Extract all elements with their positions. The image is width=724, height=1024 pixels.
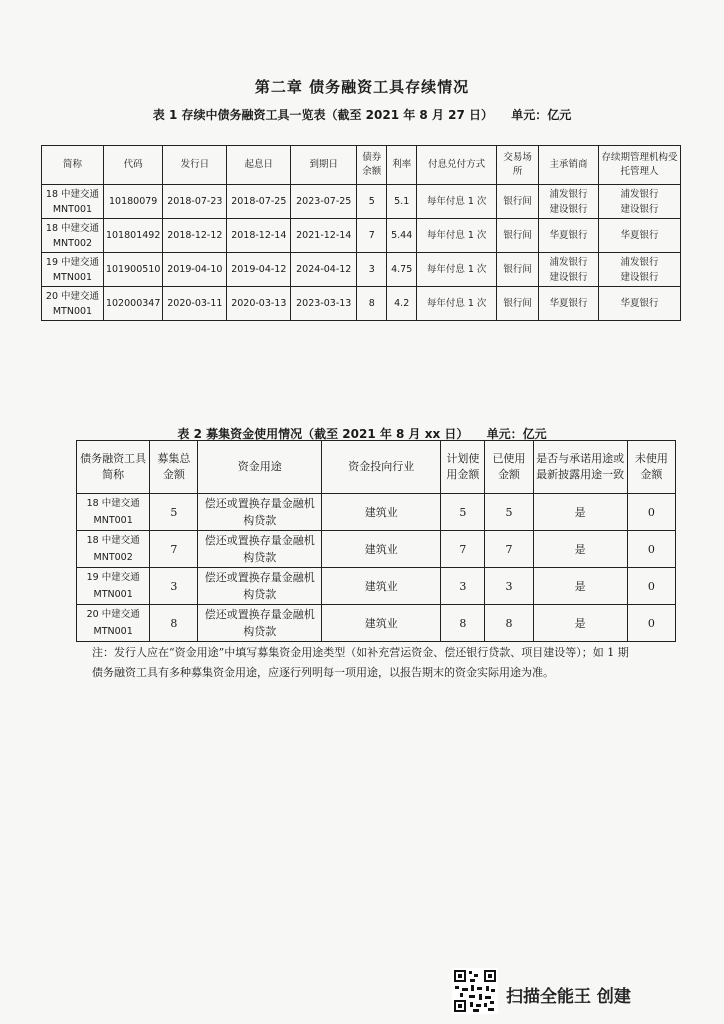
table2-header: 未使用金额 bbox=[627, 441, 675, 494]
table2-header-row bbox=[77, 441, 676, 494]
table1-header: 主承销商 bbox=[539, 146, 599, 185]
table1-row-cell: 华夏银行 bbox=[539, 219, 599, 253]
table2-row-cell: 是 bbox=[533, 605, 627, 642]
table2-row-cell: 3 bbox=[485, 568, 533, 605]
table2-row-cell: 20 中建交通MTN001 bbox=[77, 605, 150, 642]
table1-row-cell: 华夏银行 bbox=[598, 287, 680, 321]
table1-header-row bbox=[42, 146, 681, 185]
table1-caption-line bbox=[0, 106, 724, 123]
table1-row-cell: 3 bbox=[357, 253, 387, 287]
table2-row-cell: 是 bbox=[533, 531, 627, 568]
table2-row-cell: 偿还或置换存量金融机构贷款 bbox=[198, 568, 322, 605]
table2-row-cell: 3 bbox=[150, 568, 198, 605]
table2-row-cell: 0 bbox=[627, 605, 675, 642]
table2-row-cell: 0 bbox=[627, 568, 675, 605]
table1-row-cell: 华夏银行 bbox=[539, 287, 599, 321]
table1-row-cell: 2024-04-12 bbox=[291, 253, 357, 287]
table1-header: 付息兑付方式 bbox=[417, 146, 497, 185]
table1-row-cell: 银行间 bbox=[497, 287, 539, 321]
table1-row-cell: 19 中建交通MTN001 bbox=[42, 253, 104, 287]
table2-row bbox=[77, 605, 676, 642]
table2-row-cell: 8 bbox=[441, 605, 485, 642]
table1-row bbox=[42, 287, 681, 321]
table1-row-cell: 10180079 bbox=[103, 185, 162, 219]
table2-header: 募集总金额 bbox=[150, 441, 198, 494]
table1-row-cell: 每年付息 1 次 bbox=[417, 287, 497, 321]
table1-row-cell: 5.44 bbox=[387, 219, 417, 253]
table1-row-cell: 2018-12-14 bbox=[227, 219, 291, 253]
table1-row-cell: 101801492 bbox=[103, 219, 162, 253]
table1-row-cell: 浦发银行 建设银行 bbox=[539, 253, 599, 287]
chapter-title: 第二章 债务融资工具存续情况 bbox=[254, 78, 470, 96]
table2-header: 债务融资工具简称 bbox=[77, 441, 150, 494]
table1-header: 简称 bbox=[42, 146, 104, 185]
table2-row-cell: 0 bbox=[627, 531, 675, 568]
table1-row-cell: 7 bbox=[357, 219, 387, 253]
table1-row-cell: 2019-04-10 bbox=[163, 253, 227, 287]
table1-row-cell: 浦发银行 建设银行 bbox=[598, 185, 680, 219]
table2-row-cell: 5 bbox=[441, 494, 485, 531]
table2-unit: 单元：亿元 bbox=[486, 427, 547, 441]
table1-row-cell: 5.1 bbox=[387, 185, 417, 219]
table2-header: 已使用金额 bbox=[485, 441, 533, 494]
table2-fund-usage bbox=[76, 440, 676, 642]
table2-row bbox=[77, 568, 676, 605]
table2-row-cell: 19 中建交通MTN001 bbox=[77, 568, 150, 605]
table2-header: 是否与承诺用途或最新披露用途一致 bbox=[533, 441, 627, 494]
table2-row-cell: 7 bbox=[485, 531, 533, 568]
table2-row-cell: 是 bbox=[533, 494, 627, 531]
table2-row-cell: 建筑业 bbox=[322, 568, 441, 605]
table2-row-cell: 0 bbox=[627, 494, 675, 531]
table2-row-cell: 偿还或置换存量金融机构贷款 bbox=[198, 605, 322, 642]
table2-row-cell: 偿还或置换存量金融机构贷款 bbox=[198, 531, 322, 568]
table1-row-cell: 每年付息 1 次 bbox=[417, 185, 497, 219]
table2-caption: 表 2 募集资金使用情况（截至 2021 年 8 月 xx 日） bbox=[177, 427, 469, 441]
table2-header: 计划使用金额 bbox=[441, 441, 485, 494]
table1-row-cell: 4.2 bbox=[387, 287, 417, 321]
scanner-watermark: 扫描全能王 创建 bbox=[506, 987, 631, 1007]
table1-row-cell: 浦发银行 建设银行 bbox=[598, 253, 680, 287]
table2-row-cell: 5 bbox=[485, 494, 533, 531]
table2-row-cell: 建筑业 bbox=[322, 494, 441, 531]
table1-row-cell: 18 中建交通MNT002 bbox=[42, 219, 104, 253]
table2-row-cell: 3 bbox=[441, 568, 485, 605]
footnote: 注：发行人应在“资金用途”中填写募集资金用途类型（如补充营运资金、偿还银行贷款、项目建设等）；如 1 期债务融资工具有多种募集资金用途，应逐行列明每一项用途，以报告期末的资金实际用途为准。 bbox=[92, 646, 629, 679]
table1-caption: 表 1 存续中债务融资工具一览表（截至 2021 年 8 月 27 日） bbox=[152, 108, 494, 122]
table1-row-cell: 每年付息 1 次 bbox=[417, 219, 497, 253]
table1-row-cell: 4.75 bbox=[387, 253, 417, 287]
table2-row-cell: 8 bbox=[485, 605, 533, 642]
table2-row-cell: 建筑业 bbox=[322, 531, 441, 568]
table1-row-cell: 银行间 bbox=[497, 253, 539, 287]
table1-row-cell: 5 bbox=[357, 185, 387, 219]
table1-row-cell: 2018-12-12 bbox=[163, 219, 227, 253]
table2-row-cell: 建筑业 bbox=[322, 605, 441, 642]
table1-row-cell: 2018-07-25 bbox=[227, 185, 291, 219]
table1-header: 到期日 bbox=[291, 146, 357, 185]
table1-row bbox=[42, 219, 681, 253]
table1-header: 起息日 bbox=[227, 146, 291, 185]
table2-row-cell: 8 bbox=[150, 605, 198, 642]
table1-header: 发行日 bbox=[163, 146, 227, 185]
table1-row-cell: 每年付息 1 次 bbox=[417, 253, 497, 287]
table2-row-cell: 18 中建交通MNT001 bbox=[77, 494, 150, 531]
table1-row-cell: 2023-07-25 bbox=[291, 185, 357, 219]
table1-row-cell: 银行间 bbox=[497, 185, 539, 219]
table1-row-cell: 2023-03-13 bbox=[291, 287, 357, 321]
qr-code-icon bbox=[452, 968, 498, 1014]
table2-row bbox=[77, 531, 676, 568]
table1-row-cell: 8 bbox=[357, 287, 387, 321]
table2-row-cell: 是 bbox=[533, 568, 627, 605]
table1-row-cell: 华夏银行 bbox=[598, 219, 680, 253]
table2-row bbox=[77, 494, 676, 531]
table2-row-cell: 5 bbox=[150, 494, 198, 531]
table1-unit: 单元：亿元 bbox=[511, 108, 572, 122]
table1-header: 债券余额 bbox=[357, 146, 387, 185]
table1-row-cell: 18 中建交通MNT001 bbox=[42, 185, 104, 219]
table2-row-cell: 7 bbox=[441, 531, 485, 568]
table2-header: 资金用途 bbox=[198, 441, 322, 494]
table1-row-cell: 2018-07-23 bbox=[163, 185, 227, 219]
table2-row-cell: 18 中建交通MNT002 bbox=[77, 531, 150, 568]
table1-row-cell: 20 中建交通MTN001 bbox=[42, 287, 104, 321]
table1-row-cell: 101900510 bbox=[103, 253, 162, 287]
table1-header: 存续期管理机构受托管理人 bbox=[598, 146, 680, 185]
table2-header: 资金投向行业 bbox=[322, 441, 441, 494]
table2-row-cell: 7 bbox=[150, 531, 198, 568]
table1-row-cell: 浦发银行 建设银行 bbox=[539, 185, 599, 219]
table1-row-cell: 2020-03-13 bbox=[227, 287, 291, 321]
table1-header: 代码 bbox=[103, 146, 162, 185]
table1-row bbox=[42, 253, 681, 287]
table1-header: 交易场所 bbox=[497, 146, 539, 185]
table1-header: 利率 bbox=[387, 146, 417, 185]
table1-row-cell: 102000347 bbox=[103, 287, 162, 321]
table1-row-cell: 2021-12-14 bbox=[291, 219, 357, 253]
table1-row-cell: 2019-04-12 bbox=[227, 253, 291, 287]
table1-bond-list bbox=[41, 145, 681, 321]
table1-row bbox=[42, 185, 681, 219]
table1-row-cell: 银行间 bbox=[497, 219, 539, 253]
table1-row-cell: 2020-03-11 bbox=[163, 287, 227, 321]
table2-row-cell: 偿还或置换存量金融机构贷款 bbox=[198, 494, 322, 531]
